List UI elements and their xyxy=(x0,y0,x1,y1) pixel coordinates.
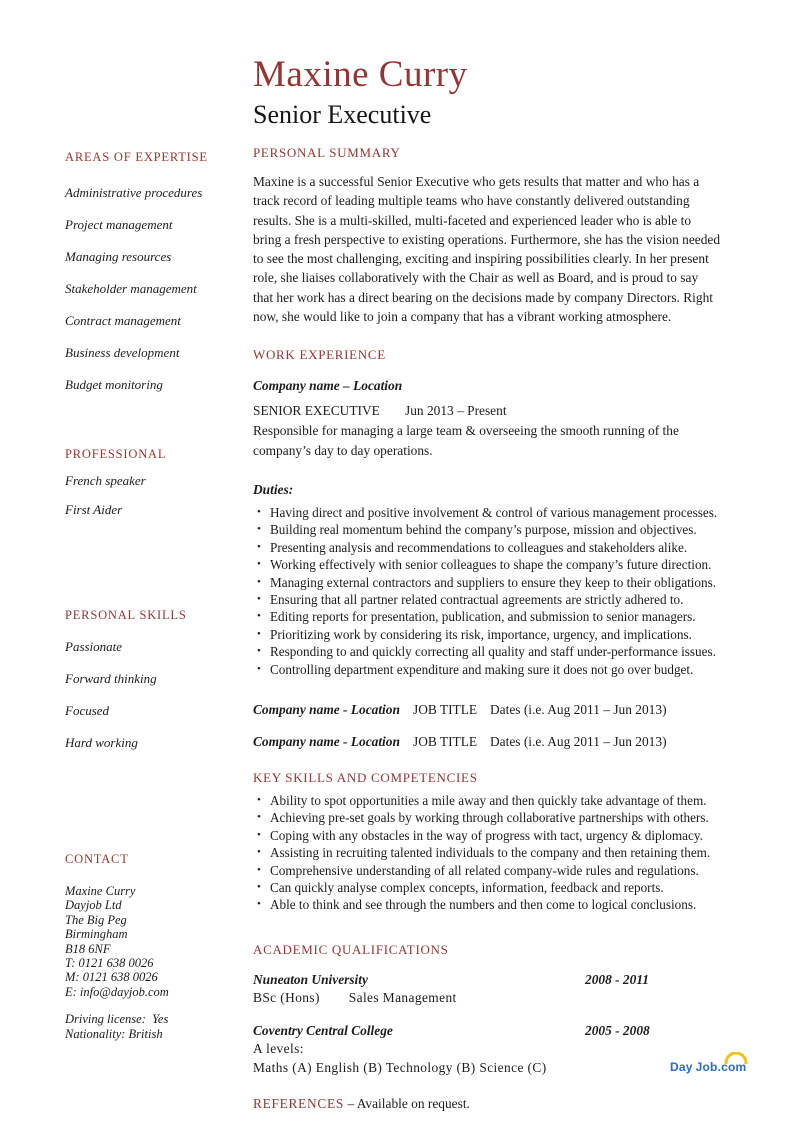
school-name: Coventry Central College xyxy=(253,1023,393,1039)
current-job-summary: Responsible for managing a large team & overseeing the smooth running of the company’s day to day operations. xyxy=(253,423,679,458)
key-skill-item: • Coping with any obstacles in the way of progress with tact, urgency & diplomacy. xyxy=(253,827,721,844)
expertise-item: Contract management xyxy=(65,313,181,328)
duty-item: • Having direct and positive involvement & control of various management processes. xyxy=(253,504,721,521)
logo-word-day: Day xyxy=(670,1060,693,1074)
previous-job-dates: Dates (i.e. Aug 2011 – Jun 2013) xyxy=(490,734,667,750)
school-name: Nuneaton University xyxy=(253,971,368,987)
section-areas-of-expertise xyxy=(65,150,250,409)
degree-subject: Sales Management xyxy=(348,989,457,1005)
duty-item: • Ensuring that all partner related contractual agreements are strictly adhered to. xyxy=(253,591,721,608)
school-dates: 2008 - 2011 xyxy=(585,971,649,987)
academic-school-row xyxy=(253,1022,721,1040)
key-skill-item: • Ability to spot opportunities a mile away and then quickly take advantage of them. xyxy=(253,792,721,809)
references-text: – Available on request. xyxy=(347,1095,470,1111)
duty-item: • Building real momentum behind the company’s purpose, mission and objectives. xyxy=(253,521,721,538)
candidate-name: Maxine Curry xyxy=(253,54,468,95)
previous-role-row xyxy=(253,701,721,718)
key-skill-item: • Assisting in recruiting talented individuals to the company and then retaining them. xyxy=(253,844,721,861)
section-contact xyxy=(65,852,250,1041)
duty-item: • Working effectively with senior colleagues to shape the company’s future direction. xyxy=(253,556,721,573)
contact-postcode: B18 6NF xyxy=(65,941,111,956)
current-company-line: Company name – Location xyxy=(253,378,403,394)
duty-item: • Editing reports for presentation, publication, and submission to senior managers. xyxy=(253,608,721,625)
logo-word-job: Job xyxy=(695,1060,718,1074)
previous-company: Company name - Location xyxy=(253,702,400,718)
expertise-item: Stakeholder management xyxy=(65,281,197,296)
previous-job-dates: Dates (i.e. Aug 2011 – Jun 2013) xyxy=(490,702,667,718)
contact-company: Dayjob Ltd xyxy=(65,898,122,913)
contact-heading: CONTACT xyxy=(65,852,129,866)
contact-driving-license: Driving license: Yes xyxy=(65,1012,169,1027)
duty-item: • Prioritizing work by considering its risk, importance, urgency, and implications. xyxy=(253,626,721,643)
current-job-dates: Jun 2013 – Present xyxy=(405,403,507,419)
academic-qualifications-heading: ACADEMIC QUALIFICATIONS xyxy=(253,941,449,957)
dayjob-logo-text xyxy=(670,1060,746,1074)
duty-item: • Controlling department expenditure and making sure it does not go over budget. xyxy=(253,661,721,678)
personal-skill-item: Hard working xyxy=(65,735,138,750)
duties-label: Duties: xyxy=(253,481,294,497)
key-skills-list xyxy=(253,792,721,914)
personal-skills-heading: PERSONAL SKILLS xyxy=(65,608,187,622)
personal-skill-item: Passionate xyxy=(65,639,123,654)
expertise-item: Project management xyxy=(65,217,173,232)
references-label: REFERENCES xyxy=(253,1095,345,1111)
duties-list xyxy=(253,504,721,678)
personal-summary-heading: PERSONAL SUMMARY xyxy=(253,145,401,160)
professional-heading: PROFESSIONAL xyxy=(65,447,167,461)
contact-city: Birmingham xyxy=(65,927,128,942)
areas-of-expertise-heading: AREAS OF EXPERTISE xyxy=(65,150,208,164)
logo-word-com: .com xyxy=(717,1060,747,1074)
duty-item: • Responding to and quickly correcting all quality and staff under-performance issues. xyxy=(253,643,721,660)
personal-skill-item: Forward thinking xyxy=(65,671,157,686)
expertise-item: Managing resources xyxy=(65,249,172,264)
contact-nationality: Nationality: British xyxy=(65,1026,163,1041)
contact-address: The Big Peg xyxy=(65,912,127,927)
academic-detail-line xyxy=(253,989,721,1008)
duty-item: • Presenting analysis and recommendations to colleagues and stakeholders alike. xyxy=(253,539,721,556)
dayjob-logo[interactable] xyxy=(670,1051,756,1081)
professional-item: French speaker xyxy=(65,473,146,488)
degree-name: BSc (Hons) xyxy=(253,989,320,1005)
academic-detail-line: Maths (A) English (B) Technology (B) Science (C) xyxy=(253,1060,547,1076)
key-skill-item: • Able to think and see through the numbers and then come to logical conclusions. xyxy=(253,896,721,913)
previous-job-title: JOB TITLE xyxy=(413,702,478,718)
previous-company: Company name - Location xyxy=(253,734,400,750)
section-professional xyxy=(65,447,250,531)
contact-mobile: M: 0121 638 0026 xyxy=(65,970,158,985)
work-experience-heading: WORK EXPERIENCE xyxy=(253,347,386,363)
section-personal-skills xyxy=(65,608,250,767)
contact-telephone: T: 0121 638 0026 xyxy=(65,956,154,971)
key-skills-heading: KEY SKILLS AND COMPETENCIES xyxy=(253,770,478,786)
current-job-title: SENIOR EXECUTIVE xyxy=(253,403,380,419)
personal-summary-paragraph: Maxine is a successful Senior Executive who gets results that matter and who has a track record of leading multiple teams who have constantly delivered outstanding results. She is a multi-skilled, multi-faceted and experienced leader who is able to bring a fresh perspective to existing operations. Furthermore, she has the vision needed to see the most challenging, exciting and inspiring possibilities clearly. In her present role, she liaises collaboratively with the Chair as well as Board, and is proud to say that her work has a direct bearing on the decisions made by company Directors. Right now, she would like to join a company that has a vibrant working atmosphere. xyxy=(253,174,721,325)
references-line xyxy=(253,1095,721,1112)
academic-school-row xyxy=(253,971,721,989)
personal-skill-item: Focused xyxy=(65,703,110,718)
key-skill-item: • Comprehensive understanding of all related company-wide rules and regulations. xyxy=(253,862,721,879)
key-skill-item: • Can quickly analyse complex concepts, information, feedback and reports. xyxy=(253,879,721,896)
expertise-item: Business development xyxy=(65,345,180,360)
professional-item: First Aider xyxy=(65,502,123,517)
expertise-item: Budget monitoring xyxy=(65,377,163,392)
main-content xyxy=(253,55,721,1112)
contact-email: E: info@dayjob.com xyxy=(65,984,169,999)
expertise-item: Administrative procedures xyxy=(65,185,203,200)
previous-job-title: JOB TITLE xyxy=(413,734,478,750)
candidate-title: Senior Executive xyxy=(253,100,432,129)
previous-role-row xyxy=(253,733,721,750)
school-dates: 2005 - 2008 xyxy=(585,1023,650,1039)
academic-detail-line: A levels: xyxy=(253,1041,304,1057)
academic-entry xyxy=(253,971,721,1008)
contact-name: Maxine Curry xyxy=(65,884,136,898)
current-job-row xyxy=(253,402,721,419)
key-skill-item: • Achieving pre-set goals by working through collaborative partnerships with others. xyxy=(253,809,721,826)
duty-item: • Managing external contractors and suppliers to ensure they keep to their obligations. xyxy=(253,574,721,591)
academic-entry xyxy=(253,1022,721,1077)
